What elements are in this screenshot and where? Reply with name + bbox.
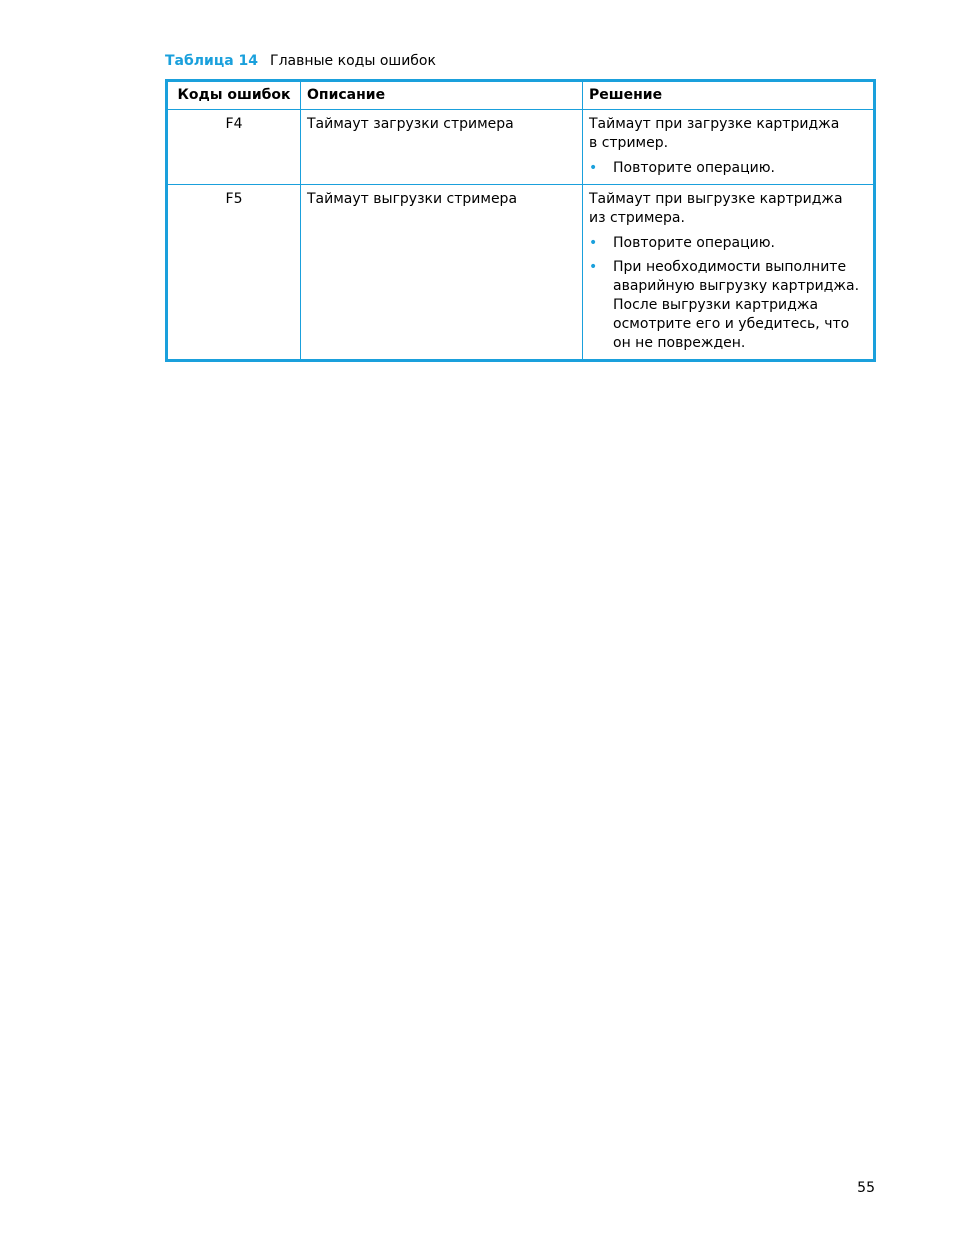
bullet-icon: • [589, 235, 598, 251]
description-cell: Таймаут загрузки стримера [301, 110, 583, 185]
solution-step [589, 159, 867, 178]
table-row [167, 185, 875, 361]
page-number: 55 [857, 1180, 875, 1196]
solution-step [589, 258, 867, 353]
error-code-cell: F4 [167, 110, 301, 185]
table-caption [165, 52, 436, 70]
solution-text: Таймаут при загрузке картриджа в стример. [589, 116, 840, 151]
solution-step-text: При необходимости выполните аварийную выгрузку картриджа. После выгрузки картриджа осмотрите его и убедитесь, что он не поврежден. [613, 259, 860, 351]
table-row [167, 110, 875, 185]
solution-step-text: Повторите операцию. [613, 160, 775, 176]
description-cell: Таймаут выгрузки стримера [301, 185, 583, 361]
solution-cell [583, 185, 875, 361]
header-description: Описание [301, 81, 583, 110]
solution-text: Таймаут при выгрузке картриджа из стримера. [589, 191, 843, 226]
bullet-icon: • [589, 160, 598, 176]
solution-step-text: Повторите операцию. [613, 235, 775, 251]
table-caption-title: Главные коды ошибок [270, 53, 436, 69]
error-code-cell: F5 [167, 185, 301, 361]
header-solution: Решение [583, 81, 875, 110]
header-error-codes: Коды ошибок [167, 81, 301, 110]
solution-steps-list [589, 159, 867, 178]
table-caption-number: Таблица 14 [165, 53, 259, 69]
table-header-row [167, 81, 875, 110]
solution-steps-list [589, 234, 867, 353]
bullet-icon: • [589, 259, 598, 275]
solution-cell [583, 110, 875, 185]
solution-step [589, 234, 867, 253]
error-codes-table [165, 79, 876, 362]
